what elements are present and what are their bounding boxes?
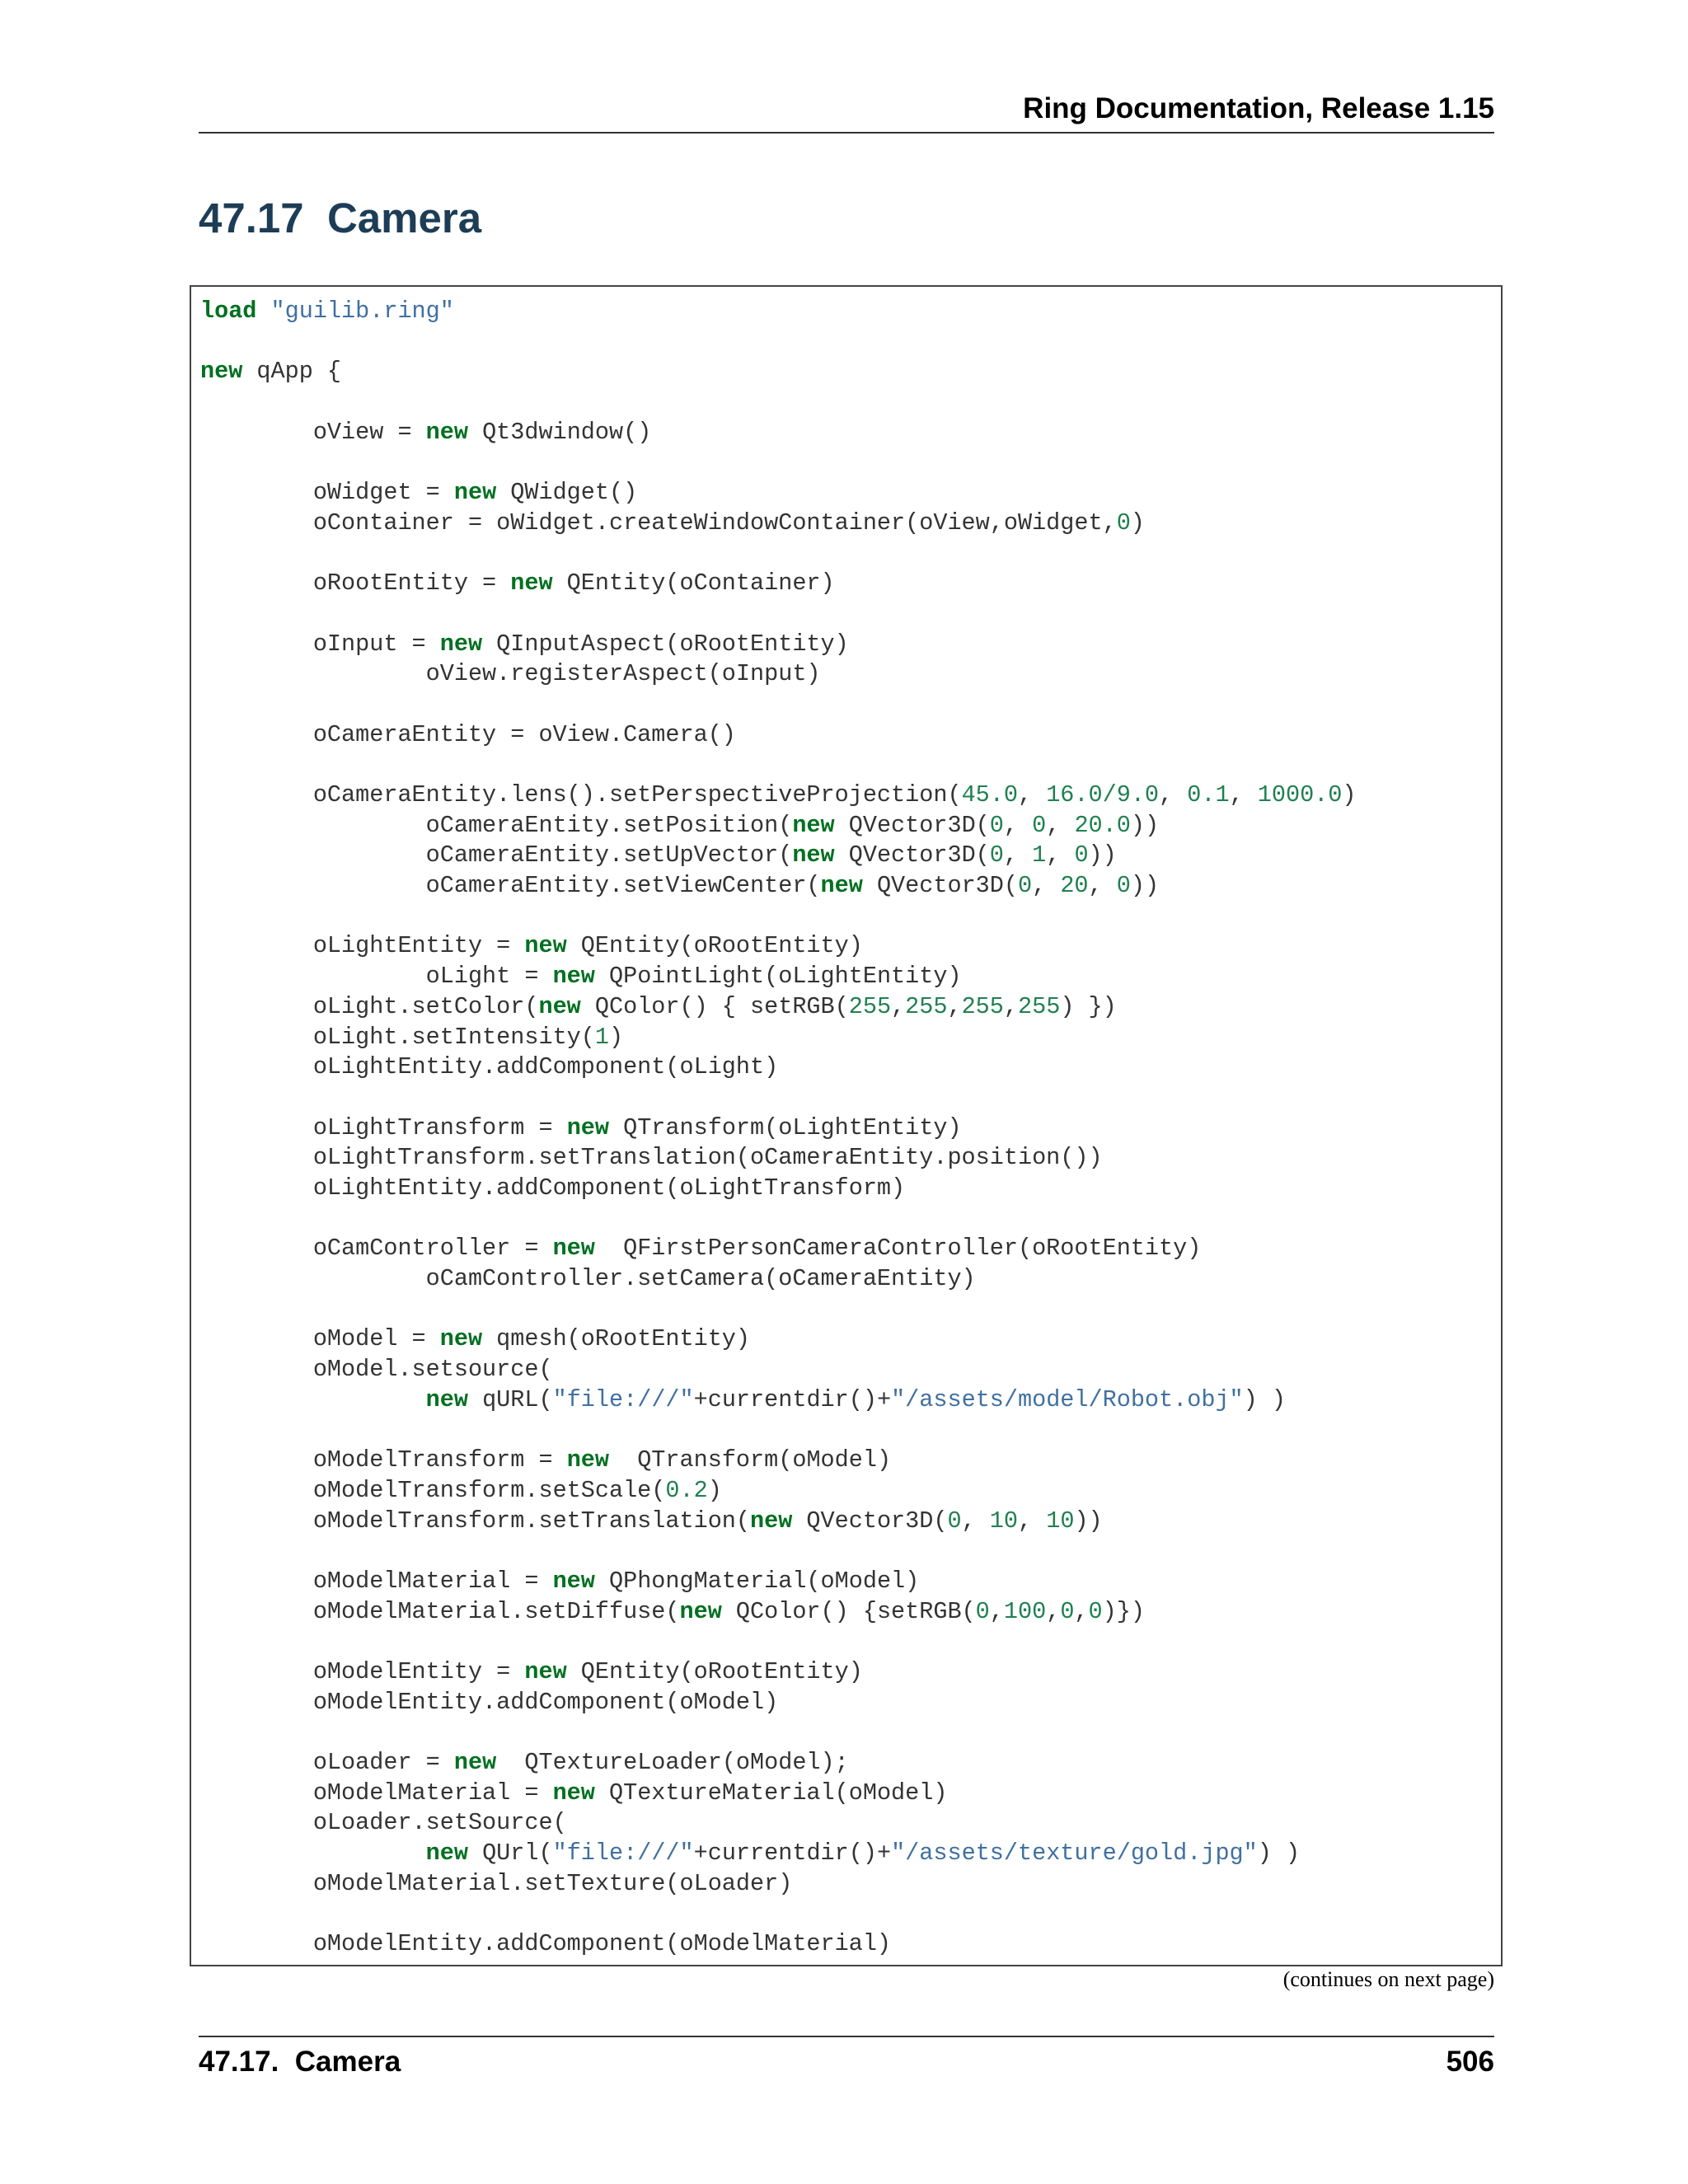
code-text: oModelEntity.addComponent(oModelMaterial) (200, 1930, 892, 1958)
code-text: oLight.setIntensity( (200, 1023, 595, 1051)
code-text: oCameraEntity.setUpVector( (200, 841, 793, 869)
code-text: , (1003, 841, 1033, 869)
code-number: 0 (947, 1507, 962, 1535)
code-text: qURL( (467, 1385, 553, 1413)
code-text: oLightEntity.addComponent(oLightTransform) (200, 1174, 906, 1202)
code-keyword: new (439, 630, 483, 658)
code-text: )) (1130, 872, 1160, 900)
code-number: 1 (594, 1023, 609, 1051)
section-title: 47.17 Camera (199, 194, 482, 241)
code-text: oModelMaterial = (200, 1779, 553, 1807)
code-text: oLightTransform = (200, 1113, 567, 1141)
code-line (200, 1507, 1501, 1537)
code-line (200, 1355, 1501, 1385)
code-line (200, 1748, 1501, 1779)
code-line (200, 599, 1501, 630)
code-number: 0 (1074, 841, 1089, 869)
code-keyword: new (425, 418, 468, 446)
code-line (200, 1839, 1501, 1869)
code-line (200, 720, 1501, 751)
code-text: oLoader = (200, 1749, 454, 1776)
code-number: 0 (1116, 872, 1131, 900)
code-keyword: new (552, 1779, 595, 1807)
code-text: QTextureLoader(oModel); (496, 1749, 849, 1776)
code-number: 0 (989, 811, 1004, 839)
code-text: ) ) (1243, 1385, 1286, 1413)
code-line (200, 1023, 1501, 1053)
code-text: ) (609, 1023, 624, 1051)
code-text: , (1046, 811, 1075, 839)
code-keyword: new (425, 1840, 468, 1868)
code-line (200, 1174, 1501, 1204)
code-number: 0 (1032, 811, 1047, 839)
code-text: oModelTransform.setTranslation( (200, 1507, 751, 1535)
code-number: 255 (848, 992, 892, 1020)
code-text: oCameraEntity.setViewCenter( (200, 872, 821, 900)
code-text: ) (707, 1476, 722, 1504)
code-number: 16.0/9.0 (1046, 781, 1160, 808)
code-keyword: new (453, 1749, 497, 1776)
code-text: oModelTransform.setScale( (200, 1476, 666, 1504)
code-text (200, 1840, 426, 1867)
code-text: ) (1130, 509, 1145, 537)
code-text: qApp { (242, 358, 342, 386)
code-text: , (1229, 781, 1258, 808)
code-text: oCamController.setCamera(oCameraEntity) (200, 1265, 976, 1292)
code-text: oCamController = (200, 1235, 553, 1263)
code-text: , (1003, 811, 1033, 839)
code-text: QVector3D( (862, 872, 1018, 900)
code-lines (200, 297, 1501, 1960)
code-keyword: new (425, 1385, 468, 1413)
code-keyword: new (792, 811, 835, 839)
code-text: oModelMaterial.setDiffuse( (200, 1597, 680, 1625)
code-text: , (989, 1597, 1004, 1625)
code-line (200, 539, 1501, 569)
code-text: oWidget = (200, 479, 454, 507)
code-keyword: new (453, 479, 497, 507)
code-text: QVector3D( (834, 841, 990, 869)
code-line (200, 1324, 1501, 1355)
code-number: 20 (1060, 872, 1089, 900)
code-text: QTransform(oLightEntity) (609, 1113, 962, 1141)
code-line (200, 962, 1501, 992)
code-text: oModelEntity = (200, 1657, 525, 1685)
code-line (200, 902, 1501, 932)
code-text: QEntity(oRootEntity) (566, 932, 863, 960)
code-line (200, 1688, 1501, 1718)
code-line (200, 1476, 1501, 1507)
running-header (199, 92, 1494, 134)
code-keyword: new (524, 932, 567, 960)
code-number: 10 (989, 1507, 1019, 1535)
code-text: QFirstPersonCameraController(oRootEntity) (594, 1235, 1202, 1263)
code-line (200, 357, 1501, 387)
code-text: Qt3dwindow() (467, 418, 652, 446)
code-line (200, 931, 1501, 962)
code-text: oView.registerAspect(oInput) (200, 660, 821, 688)
code-text: QColor() { setRGB( (580, 992, 849, 1020)
code-number: 1000.0 (1257, 781, 1343, 808)
code-text: QInputAspect(oRootEntity) (482, 630, 849, 658)
code-number: 0 (1116, 509, 1131, 537)
code-number: 255 (1018, 992, 1061, 1020)
code-keyword: new (750, 1507, 793, 1535)
code-text: , (1018, 1507, 1047, 1535)
code-line (200, 327, 1501, 358)
code-line (200, 1385, 1501, 1416)
code-text: , (1088, 872, 1117, 900)
code-text: +currentdir()+ (693, 1840, 892, 1868)
code-line (200, 841, 1501, 871)
code-text: oLightEntity = (200, 932, 525, 960)
code-text: )) (1074, 1507, 1103, 1535)
code-string: "/assets/model/Robot.obj" (891, 1385, 1244, 1413)
code-text: , (1003, 992, 1018, 1020)
code-line (200, 1113, 1501, 1144)
code-number: 10 (1046, 1507, 1075, 1535)
code-text: QEntity(oContainer) (552, 569, 835, 598)
code-number: 1 (1032, 841, 1047, 869)
code-line (200, 1143, 1501, 1174)
code-line (200, 1234, 1501, 1264)
code-text: oLight.setColor( (200, 992, 539, 1020)
code-number: 100 (1003, 1597, 1047, 1625)
code-text: ) (1342, 781, 1357, 808)
code-line (200, 1929, 1501, 1960)
code-text: oCameraEntity.setPosition( (200, 811, 793, 839)
code-text: oCameraEntity.lens().setPerspectiveProjection( (200, 781, 962, 808)
code-text: QEntity(oRootEntity) (566, 1657, 863, 1685)
code-line (200, 1415, 1501, 1446)
code-text: oInput = (200, 630, 440, 658)
code-number: 0 (989, 841, 1004, 869)
code-number: 0 (1060, 1597, 1075, 1625)
code-keyword: new (200, 358, 243, 386)
code-line (200, 1083, 1501, 1113)
code-text: QVector3D( (834, 811, 990, 839)
code-text: QColor() {setRGB( (721, 1597, 976, 1625)
code-keyword: new (792, 841, 835, 869)
code-text: )}) (1102, 1597, 1145, 1625)
code-number: 0 (975, 1597, 990, 1625)
code-text: qmesh(oRootEntity) (482, 1325, 751, 1353)
code-line (200, 478, 1501, 509)
code-text: QPhongMaterial(oModel) (594, 1567, 920, 1595)
code-text: oModelMaterial.setTexture(oLoader) (200, 1869, 793, 1897)
footer-section-title: 47.17. Camera (199, 2046, 401, 2078)
code-keyword: new (524, 1657, 567, 1685)
code-text: , (1159, 781, 1188, 808)
code-number: 20.0 (1074, 811, 1131, 839)
code-text: , (947, 992, 962, 1020)
code-string: "guilib.ring" (270, 298, 454, 325)
code-text: oLightEntity.addComponent(oLight) (200, 1053, 779, 1081)
code-line (200, 1295, 1501, 1325)
code-text: QUrl( (467, 1840, 553, 1868)
code-line (200, 1627, 1501, 1657)
code-string: "file:///" (552, 1385, 694, 1413)
code-text: oModelTransform = (200, 1446, 567, 1474)
code-text: , (1046, 1597, 1061, 1625)
code-text: QTextureMaterial(oModel) (594, 1779, 948, 1807)
code-number: 0.1 (1187, 781, 1230, 808)
code-text (200, 1386, 426, 1413)
code-line (200, 1597, 1501, 1628)
code-text: oModelMaterial = (200, 1567, 553, 1595)
code-line (200, 630, 1501, 660)
code-text: oLight = (200, 963, 553, 991)
code-line (200, 387, 1501, 418)
code-number: 255 (961, 992, 1004, 1020)
code-line (200, 750, 1501, 780)
code-keyword: new (566, 1113, 609, 1141)
code-text: +currentdir()+ (693, 1385, 892, 1413)
code-line (200, 659, 1501, 690)
code-line (200, 1779, 1501, 1809)
code-line (200, 297, 1501, 327)
code-line (200, 569, 1501, 599)
code-keyword: new (439, 1325, 483, 1353)
code-text: , (1046, 841, 1075, 869)
code-text: , (1017, 781, 1047, 808)
code-block (190, 285, 1503, 1966)
code-text: oRootEntity = (200, 569, 511, 598)
code-line (200, 1264, 1501, 1295)
code-line (200, 1899, 1501, 1929)
code-keyword: new (820, 872, 863, 900)
code-text: QPointLight(oLightEntity) (594, 963, 962, 991)
code-line (200, 871, 1501, 902)
code-string: "file:///" (552, 1840, 694, 1868)
code-keyword: new (552, 963, 595, 991)
code-text: )) (1130, 811, 1160, 839)
code-text: ) ) (1257, 1840, 1301, 1868)
code-keyword: new (552, 1567, 595, 1595)
code-text: oLightTransform.setTranslation(oCameraEntity.position()) (200, 1144, 1103, 1172)
code-string: "/assets/texture/gold.jpg" (891, 1840, 1258, 1868)
code-line (200, 780, 1501, 811)
continues-note: (continues on next page) (1282, 1967, 1494, 1991)
code-line (200, 1869, 1501, 1900)
code-keyword: load (200, 298, 257, 325)
code-line (200, 418, 1501, 448)
code-line (200, 811, 1501, 841)
code-text (256, 298, 270, 325)
code-text: oModel = (200, 1325, 440, 1353)
code-line (200, 448, 1501, 478)
code-line (200, 992, 1501, 1023)
code-number: 255 (905, 992, 948, 1020)
code-keyword: new (566, 1446, 609, 1474)
code-line (200, 1446, 1501, 1476)
code-line (200, 509, 1501, 539)
code-text: oModel.setsource( (200, 1356, 553, 1384)
code-number: 45.0 (961, 781, 1018, 808)
code-text: , (1074, 1597, 1089, 1625)
code-line (200, 1204, 1501, 1235)
code-keyword: new (538, 992, 581, 1020)
code-line (200, 1567, 1501, 1597)
code-number: 0 (1088, 1597, 1103, 1625)
code-text: QWidget() (496, 479, 638, 507)
footer-rule (199, 2036, 1494, 2037)
code-text: )) (1088, 841, 1117, 869)
code-text: QTransform(oModel) (609, 1446, 892, 1474)
code-number: 0 (1017, 872, 1033, 900)
code-text: oCameraEntity = oView.Camera() (200, 720, 736, 748)
code-text: oLoader.setSource( (200, 1809, 567, 1837)
code-text: , (891, 992, 906, 1020)
footer-page-number: 506 (1446, 2046, 1494, 2078)
code-line (200, 1657, 1501, 1688)
code-line (200, 1808, 1501, 1839)
code-keyword: new (679, 1597, 722, 1625)
code-text: oView = (200, 418, 426, 446)
code-keyword: new (552, 1235, 595, 1263)
code-number: 0.2 (665, 1476, 708, 1504)
code-line (200, 690, 1501, 720)
code-text: oContainer = oWidget.createWindowContainer(oView,oWidget, (200, 509, 1117, 537)
code-line (200, 1052, 1501, 1083)
code-text: ) }) (1060, 992, 1117, 1020)
code-keyword: new (510, 569, 553, 598)
code-line (200, 1536, 1501, 1567)
code-text: oModelEntity.addComponent(oModel) (200, 1688, 779, 1716)
code-text: , (961, 1507, 990, 1535)
code-text: , (1032, 872, 1061, 900)
code-line (200, 1718, 1501, 1748)
running-header-title: Ring Documentation, Release 1.15 (1023, 92, 1494, 124)
code-text: QVector3D( (792, 1507, 948, 1535)
